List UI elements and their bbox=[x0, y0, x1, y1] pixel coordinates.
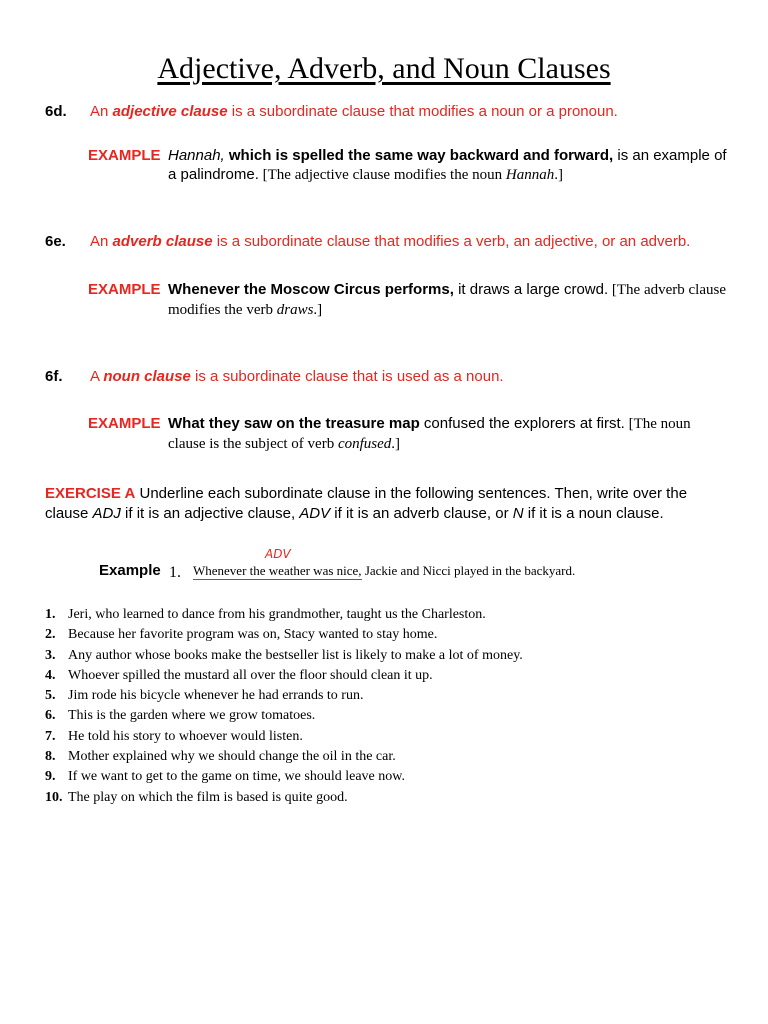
sample-sentence: Whenever the weather was nice, Jackie and Nicci played in the backyard. bbox=[193, 563, 576, 578]
example-note: [The noun clause is the subject of verb confused.] bbox=[168, 416, 691, 452]
example-label: EXAMPLE bbox=[88, 415, 161, 432]
example-note: [The adverb clause modifies the verb draws.] bbox=[168, 282, 726, 318]
example-text: Hannah, which is spelled the same way backward and forward, is an example of a palindrome. [The adjective clause modifies the noun Hannah.] bbox=[168, 147, 727, 183]
rule-term: adverb clause bbox=[112, 233, 213, 250]
rule-definition: A noun clause is a subordinate clause that is used as a noun. bbox=[90, 368, 504, 385]
handwritten-annotation: ADV bbox=[265, 547, 291, 561]
exercise-list bbox=[45, 607, 725, 810]
example-label: EXAMPLE bbox=[88, 147, 161, 164]
sample-answer bbox=[99, 547, 719, 596]
rule-definition: An adjective clause is a subordinate clause that modifies a noun or a pronoun. bbox=[90, 103, 618, 120]
sample-label: Example bbox=[99, 562, 161, 579]
sample-number: 1. bbox=[169, 564, 181, 581]
page-title: Adjective, Adverb, and Noun Clauses bbox=[157, 52, 611, 85]
list-item: 2. Because her favorite program was on, Stacy wanted to stay home. bbox=[45, 627, 438, 643]
list-item: 8. Mother explained why we should change the oil in the car. bbox=[45, 749, 396, 765]
list-item: 3. Any author whose books make the bestseller list is likely to make a lot of money. bbox=[45, 647, 523, 663]
list-item: 7. He told his story to whoever would listen. bbox=[45, 728, 303, 744]
underlined-clause: Whenever the weather was nice, bbox=[193, 563, 362, 578]
list-item: 4. Whoever spilled the mustard all over the floor should clean it up. bbox=[45, 667, 433, 683]
list-item: 10. The play on which the film is based is quite good. bbox=[45, 789, 348, 805]
rule-number: 6d. bbox=[45, 103, 67, 120]
rule-number: 6f. bbox=[45, 368, 63, 385]
example-note: [The adjective clause modifies the noun Hannah.] bbox=[258, 167, 563, 183]
example-text: Whenever the Moscow Circus performs, it draws a large crowd. [The adverb clause modifies the verb draws.] bbox=[168, 281, 726, 318]
list-item: 5. Jim rode his bicycle whenever he had errands to run. bbox=[45, 688, 364, 704]
list-item: 6. This is the garden where we grow tomatoes. bbox=[45, 708, 316, 724]
example-label: EXAMPLE bbox=[88, 281, 161, 298]
example-text: What they saw on the treasure map confused the explorers at first. [The noun clause is the subject of verb confused.] bbox=[168, 415, 691, 452]
rule-term: adjective clause bbox=[112, 103, 228, 120]
exercise-instructions: EXERCISE A Underline each subordinate clause in the following sentences. Then, write over the clause ADJ if it is an adjective clause, ADV if it is an adverb clause, or N if it is a noun clause. bbox=[45, 485, 688, 522]
rule-term: noun clause bbox=[103, 368, 191, 385]
rule-definition: An adverb clause is a subordinate clause that modifies a verb, an adjective, or an adverb. bbox=[90, 233, 691, 250]
list-item: 9. If we want to get to the game on time, we should leave now. bbox=[45, 769, 405, 785]
exercise-heading: EXERCISE A bbox=[45, 485, 136, 502]
list-item: 1. Jeri, who learned to dance from his grandmother, taught us the Charleston. bbox=[45, 607, 486, 622]
rule-number: 6e. bbox=[45, 233, 66, 250]
